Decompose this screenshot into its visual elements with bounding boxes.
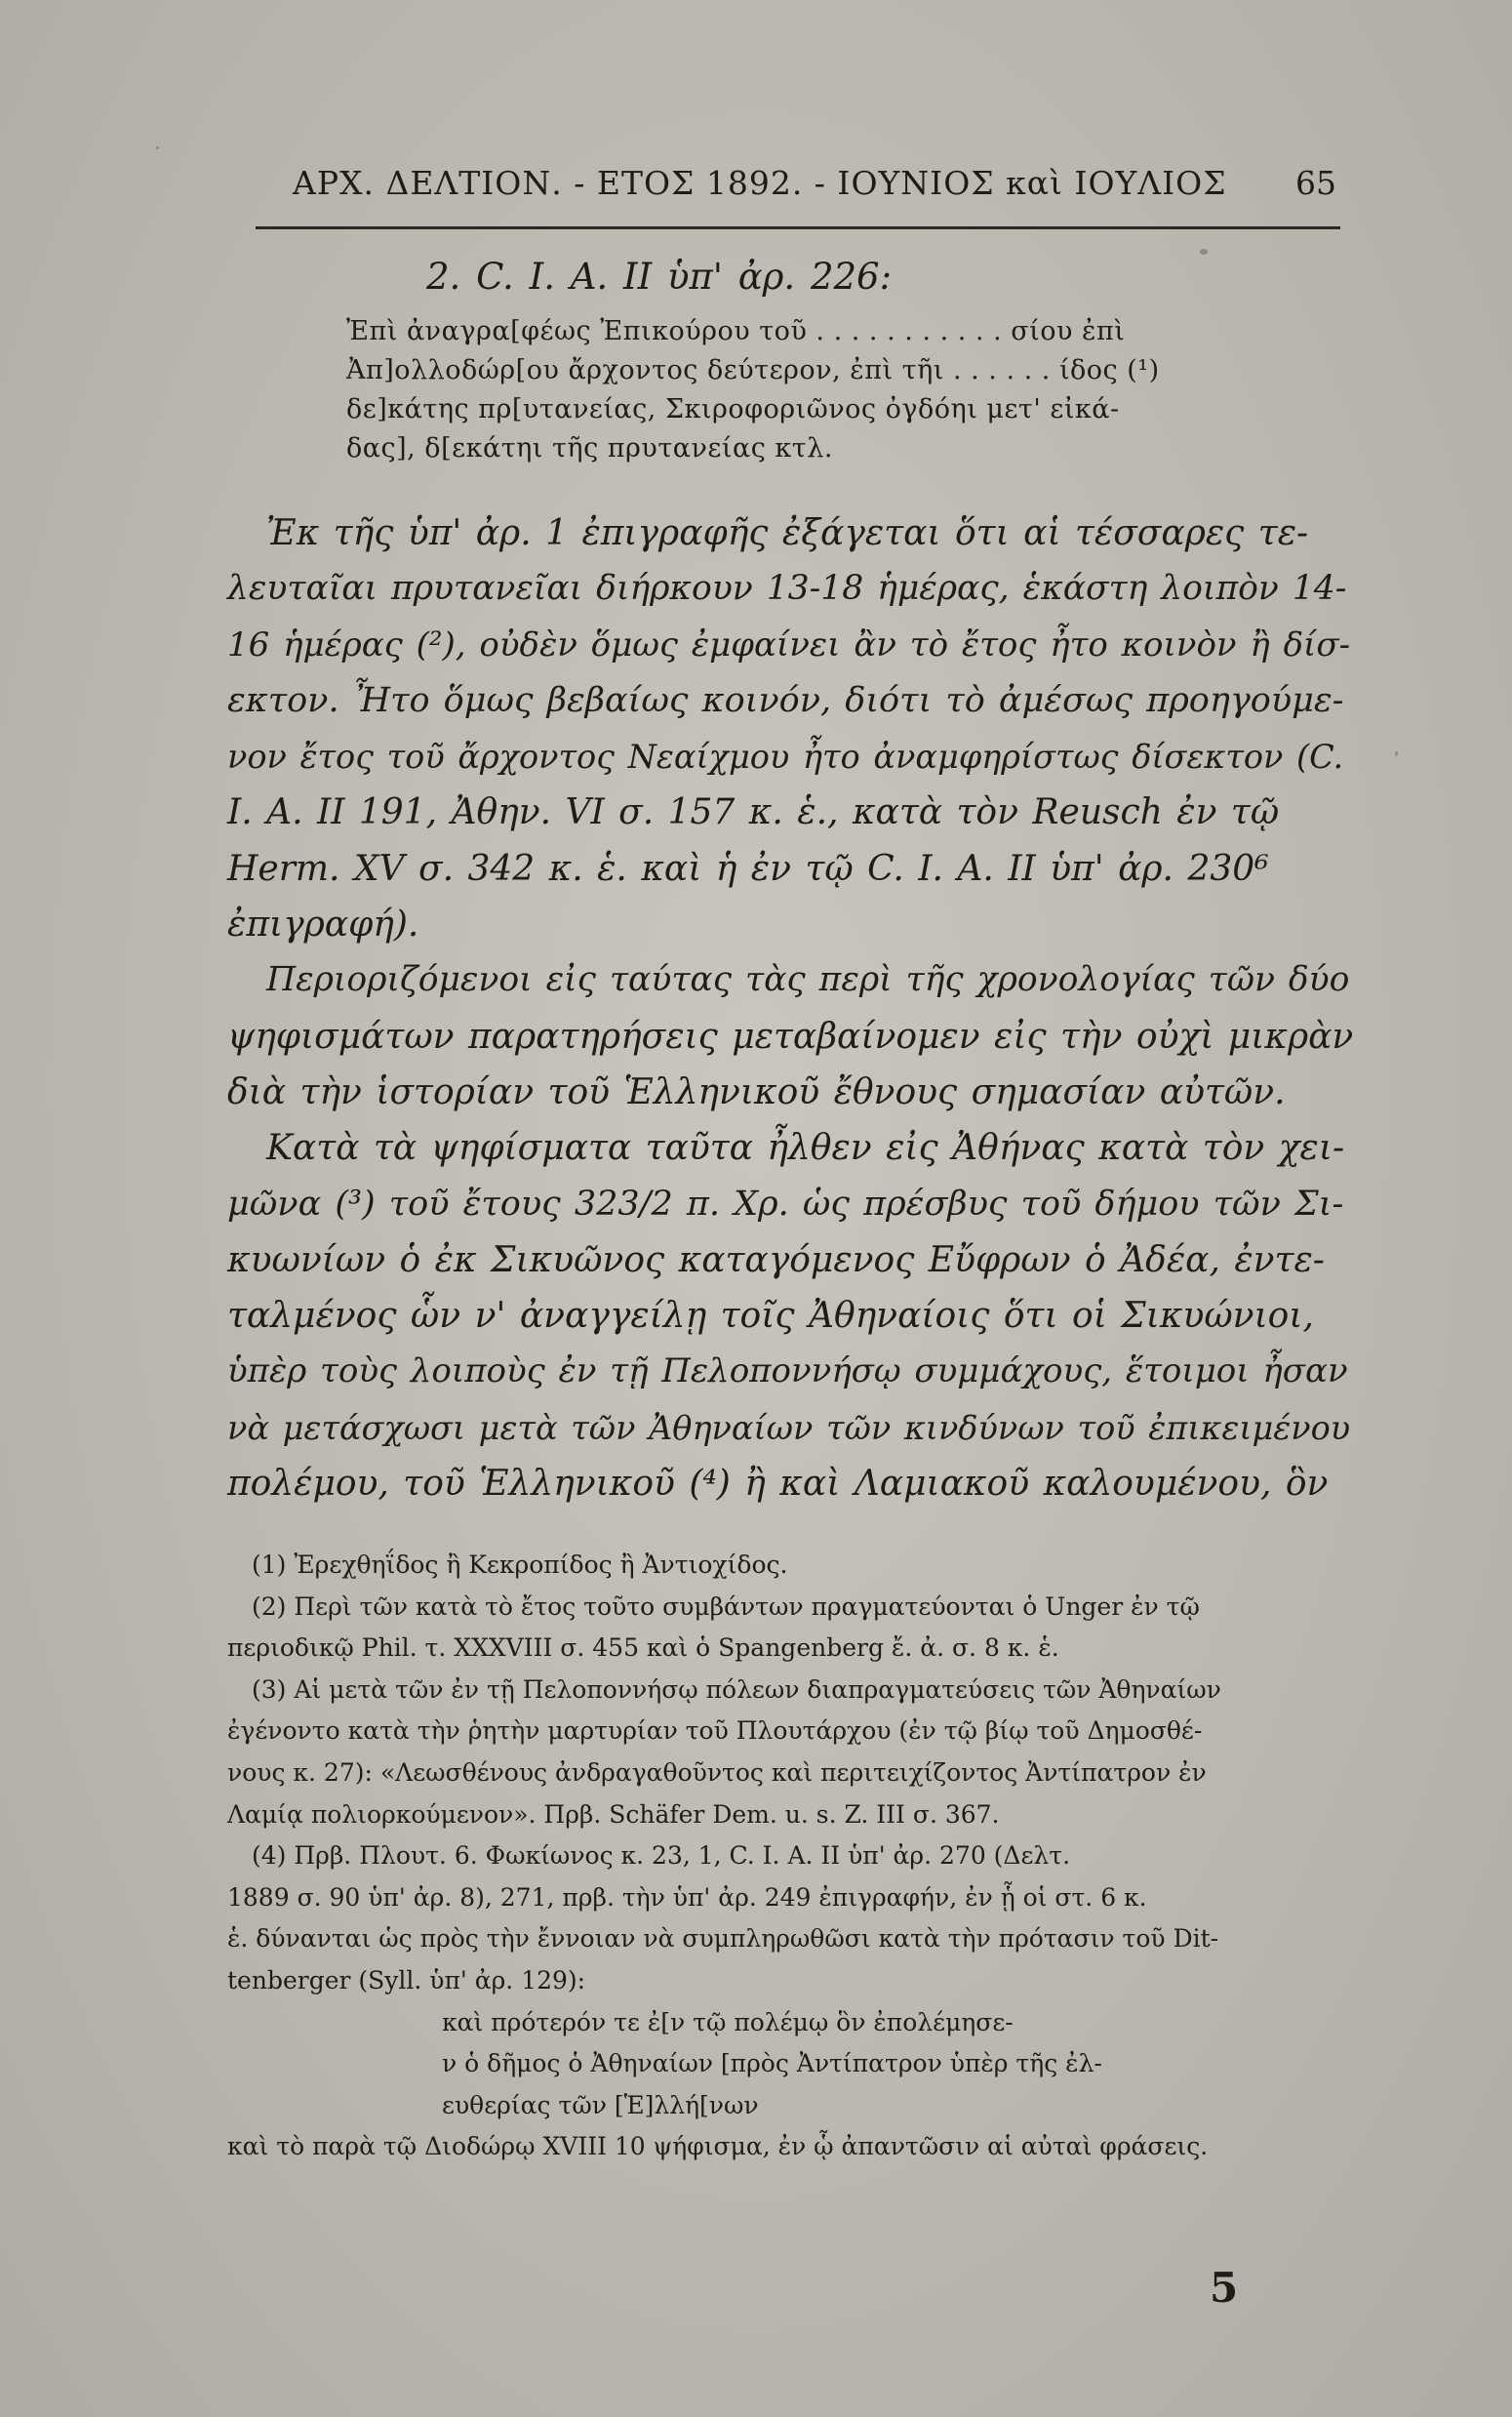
footnote-line: περιοδικῷ Phil. τ. XXXVIII σ. 455 καὶ ὁ Spangenberg ἔ. ἀ. σ. 8 κ. ἑ. [227, 1633, 1059, 1663]
body-line: μῶνα (³) τοῦ ἔτους 323/2 π. Χρ. ὡς πρέσβυς τοῦ δήμου τῶν Σι- [227, 1184, 1344, 1224]
footnote-line: tenberger (Syll. ὑπ' ἀρ. 129): [227, 1965, 586, 1994]
body-line: ψηφισμάτων παρατηρήσεις μεταβαίνομεν εἰς τὴν οὐχὶ μικρὰν [227, 1016, 1354, 1057]
footnote-line: ἐγένοντο κατὰ τὴν ῥητὴν μαρτυρίαν τοῦ Πλουτάρχου (ἐν τῷ βίῳ τοῦ Δημοσθέ- [227, 1716, 1203, 1746]
body-text [227, 505, 1354, 1511]
footnote-line: Λαμίᾳ πολιορκούμενον». Πρβ. Schäfer Dem. u. s. Z. III σ. 367. [227, 1799, 1000, 1829]
body-line: ταλμένος ὧν ν' ἀναγγείλῃ τοῖς Ἀθηναίοις ὅτι οἱ Σικυώνιοι, [227, 1296, 1314, 1337]
footnote-line: (3) Αἱ μετὰ τῶν ἐν τῇ Πελοποννήσῳ πόλεων διαπραγματεύσεις τῶν Ἀθηναίων [252, 1674, 1221, 1704]
body-line: κυωνίων ὁ ἐκ Σικυῶνος καταγόμενος Εὔφρων ὁ Ἀδέα, ἐντε- [227, 1239, 1325, 1280]
running-header [293, 164, 1336, 222]
inscription-line: Ἐπὶ ἀναγρα[φέως Ἐπικούρου τοῦ . . . . . . . . . . . σίου ἐπὶ [346, 316, 1126, 346]
paper-speck [156, 146, 159, 149]
footnote-line: καὶ τὸ παρὰ τῷ Διοδώρῳ XVIII 10 ψήφισμα, ἐν ᾧ ἀπαντῶσιν αἱ αὐταὶ φράσεις. [227, 2132, 1209, 2161]
body-line: νον ἔτος τοῦ ἄρχοντος Νεαίχμου ἦτο ἀναμφηρίστως δίσεκτον (C. [227, 738, 1344, 777]
body-line: ἐπιγραφή). [227, 905, 419, 946]
footnote-line: (2) Περὶ τῶν κατὰ τὸ ἔτος τοῦτο συμβάντων πραγματεύονται ὁ Unger ἐν τῷ [252, 1591, 1200, 1621]
footnote-quote-line: ν ὁ δῆμος ὁ Ἀθηναίων [πρὸς Ἀντίπατρον ὑπὲρ τῆς ἐλ- [442, 2049, 1102, 2078]
inscription-line: Ἀπ]ολλοδώρ[ου ἄρχοντος δεύτερον, ἐπὶ τῆι . . . . . . ίδος (¹) [346, 355, 1160, 385]
body-line: Περιοριζόμενοι εἰς ταύτας τὰς περὶ τῆς χρονολογίας τῶν δύο [266, 960, 1350, 1000]
inscription-line: δας], δ[εκάτηι τῆς πρυτανείας κτλ. [346, 433, 833, 463]
footnote-line: νους κ. 27): «Λεωσθένους ἀνδραγαθοῦντος καὶ περιτειχίζοντος Ἀντίπατρον ἐν [227, 1757, 1207, 1787]
footnote-line: 1889 σ. 90 ὑπ' ἀρ. 8), 271, πρβ. τὴν ὑπ' ἀρ. 249 ἐπιγραφήν, ἐν ᾗ οἱ στ. 6 κ. [227, 1882, 1147, 1912]
body-line: πολέμου, τοῦ Ἑλληνικοῦ (⁴) ἢ καὶ Λαμιακοῦ καλουμένου, ὃν [227, 1464, 1329, 1505]
inscription-line: δε]κάτης πρ[υτανείας, Σκιροφοριῶνος ὀγδόηι μετ' εἰκά- [346, 394, 1120, 424]
body-line: Κατὰ τὰ ψηφίσματα ταῦτα ἦλθεν εἰς Ἀθήνας κατὰ τὸν χει- [266, 1128, 1345, 1169]
body-line: νὰ μετάσχωσι μετὰ τῶν Ἀθηναίων τῶν κινδύνων τοῦ ἐπικειμένου [227, 1408, 1351, 1447]
header-rule [256, 226, 1340, 229]
footnote-line: (4) Πρβ. Πλουτ. 6. Φωκίωνος κ. 23, 1, C. I. A. II ὑπ' ἀρ. 270 (Δελτ. [252, 1841, 1071, 1871]
header-title: ΑΡΧ. ΔΕΛΤΙΟΝ. - ΕΤΟΣ 1892. - ΙΟΥΝΙΟΣ καὶ ΙΟΥΛΙΟΣ [293, 164, 1227, 202]
body-line: 16 ἡμέρας (²), οὐδὲν ὅμως ἐμφαίνει ἂν τὸ ἔτος ἦτο κοινὸν ἢ δίσ- [227, 624, 1351, 665]
signature-mark: 5 [1210, 2264, 1239, 2312]
body-line: λευταῖαι πρυτανεῖαι διήρκουν 13-18 ἡμέρας, ἑκάστη λοιπὸν 14- [227, 569, 1347, 609]
footnote-quote-line: ευθερίας τῶν [Ἑ]λλή[νων [442, 2090, 759, 2119]
inscription-text [346, 312, 1273, 468]
paper-speck [1395, 751, 1398, 756]
body-line: Ἐκ τῆς ὑπ' ἀρ. 1 ἐπιγραφῆς ἐξάγεται ὅτι αἱ τέσσαρες τε- [266, 513, 1309, 553]
body-line: I. A. II 191, Ἀθην. VI σ. 157 κ. ἑ., κατὰ τὸν Reusch ἐν τῷ [227, 792, 1280, 833]
footnote-quote-line: καὶ πρότερόν τε ἐ[ν τῷ πολέμῳ ὃν ἐπολέμησε- [442, 2007, 1014, 2036]
body-line: ὑπὲρ τοὺς λοιποὺς ἐν τῇ Πελοποννήσῳ συμμάχους, ἕτοιμοι ἦσαν [227, 1351, 1348, 1391]
footnote-line: ἑ. δύνανται ὡς πρὸς τὴν ἔννοιαν νὰ συμπληρωθῶσι κατὰ τὴν πρότασιν τοῦ Dit- [227, 1924, 1219, 1954]
paper-speck [1200, 249, 1208, 255]
footnotes [227, 1545, 1359, 2168]
body-line: Herm. XV σ. 342 κ. ἑ. καὶ ἡ ἐν τῷ C. I. A. II ὑπ' ἀρ. 230⁶ [227, 848, 1269, 889]
inscription-title: 2. C. I. A. II ὑπ' ἀρ. 226: [426, 256, 893, 298]
body-line: διὰ τὴν ἱστορίαν τοῦ Ἑλληνικοῦ ἔθνους σημασίαν αὐτῶν. [227, 1071, 1286, 1112]
footnote-line: (1) Ἐρεχθηΐδος ἢ Κεκροπίδος ἢ Ἀντιοχίδος. [252, 1551, 788, 1579]
body-line: εκτον. Ἦτο ὅμως βεβαίως κοινόν, διότι τὸ ἀμέσως προηγούμε- [227, 680, 1344, 720]
page-number: 65 [1295, 164, 1336, 202]
